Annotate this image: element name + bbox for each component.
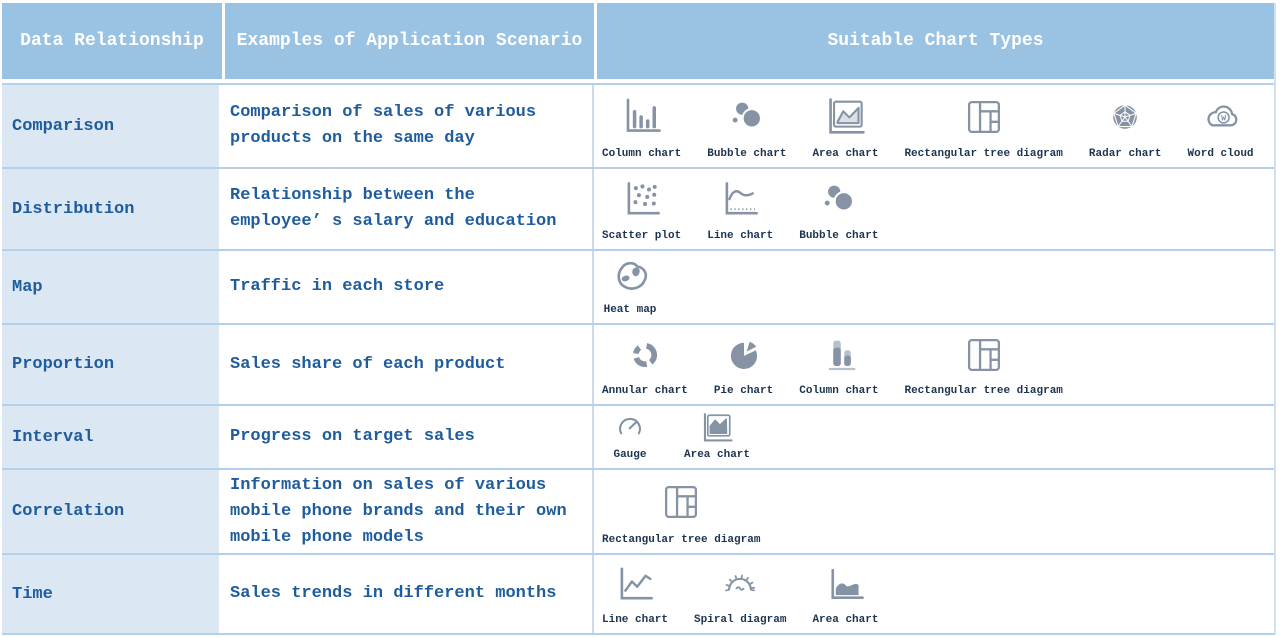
chart-type-label: Radar chart xyxy=(1088,148,1162,160)
table-header-row xyxy=(2,3,1274,79)
table-row-map xyxy=(2,249,1274,323)
relationship-cell: Map xyxy=(2,251,222,323)
chart-type-label: Pie chart xyxy=(713,385,774,397)
table-row-comparison xyxy=(2,83,1274,167)
scenario-cell: Progress on target sales xyxy=(222,406,594,468)
gauge-icon xyxy=(602,411,658,445)
relationship-cell: Interval xyxy=(2,406,222,468)
table-body xyxy=(2,83,1274,635)
relationship-cell: Proportion xyxy=(2,325,222,404)
chart-type-item xyxy=(799,169,878,249)
chart-type-item xyxy=(602,406,658,468)
chart-type-item xyxy=(602,555,668,633)
scenario-cell: Sales trends in different months xyxy=(222,555,594,633)
scenario-cell: Relationship between the employee’ s salary and education xyxy=(222,169,594,249)
table-row-interval xyxy=(2,404,1274,468)
chart-type-item xyxy=(1089,85,1162,167)
chart-type-item xyxy=(812,555,878,633)
heat-map-icon xyxy=(602,257,658,299)
scenario-cell: Traffic in each store xyxy=(222,251,594,323)
rectangular-tree-diagram-icon xyxy=(956,334,1012,376)
bubble-chart-icon xyxy=(811,179,867,221)
header-data-relationship: Data Relationship xyxy=(2,3,222,79)
area-chart-icon xyxy=(689,411,745,445)
pie-chart-icon xyxy=(716,334,772,376)
table xyxy=(2,3,1276,635)
chart-types-cell xyxy=(594,85,1274,167)
table-row-correlation xyxy=(2,468,1274,553)
table-row-distribution xyxy=(2,167,1274,249)
relationship-cell: Time xyxy=(2,555,222,633)
relationship-cell: Distribution xyxy=(2,169,222,249)
chart-type-label: Line chart xyxy=(707,230,774,242)
bubble-chart-icon xyxy=(719,96,775,138)
header-suitable-chart-types: Suitable Chart Types xyxy=(597,3,1274,79)
chart-type-item xyxy=(602,85,681,167)
chart-type-label: Column chart xyxy=(799,385,879,397)
chart-type-item xyxy=(812,85,878,167)
chart-type-label: Column chart xyxy=(602,148,682,160)
chart-type-label: Rectangular tree diagram xyxy=(904,385,1063,397)
scatter-plot-icon xyxy=(614,179,670,221)
annular-chart-icon xyxy=(617,334,673,376)
scenario-cell: Comparison of sales of various products on the same day xyxy=(222,85,594,167)
chart-type-item xyxy=(1188,85,1254,167)
chart-type-label: Word cloud xyxy=(1187,148,1254,160)
chart-type-item xyxy=(904,325,1062,404)
chart-type-item xyxy=(684,406,750,468)
chart-type-item xyxy=(904,85,1062,167)
chart-types-cell xyxy=(594,470,1274,553)
chart-type-item xyxy=(602,470,760,553)
header-application-scenario: Examples of Application Scenario xyxy=(225,3,594,79)
chart-type-item xyxy=(602,251,658,323)
chart-type-label: Area chart xyxy=(812,614,879,626)
chart-type-item xyxy=(707,85,786,167)
chart-types-cell xyxy=(594,251,1274,323)
chart-type-item xyxy=(714,325,773,404)
chart-type-label: Bubble chart xyxy=(707,148,787,160)
chart-type-item xyxy=(602,325,688,404)
chart-type-label: Rectangular tree diagram xyxy=(602,534,761,546)
chart-type-label: Heat map xyxy=(603,304,657,316)
chart-type-label: Spiral diagram xyxy=(694,614,787,626)
chart-type-label: Annular chart xyxy=(602,385,688,397)
chart-type-label: Rectangular tree diagram xyxy=(904,148,1063,160)
chart-types-cell xyxy=(594,555,1274,633)
chart-types-cell xyxy=(594,169,1274,249)
chart-type-label: Area chart xyxy=(684,449,751,461)
line-chart-icon xyxy=(607,564,663,606)
chart-type-label: Scatter plot xyxy=(602,230,682,242)
spiral-diagram-icon xyxy=(712,564,768,606)
relationship-cell: Correlation xyxy=(2,470,222,553)
chart-type-label: Gauge xyxy=(613,449,647,461)
line-chart-icon xyxy=(712,179,768,221)
relationship-cell: Comparison xyxy=(2,85,222,167)
column-chart-icon xyxy=(811,334,867,376)
scenario-cell: Information on sales of various mobile phone brands and their own mobile phone models xyxy=(222,470,594,553)
word-cloud-icon xyxy=(1193,96,1249,138)
chart-type-label: Area chart xyxy=(812,148,879,160)
rectangular-tree-diagram-icon xyxy=(956,96,1012,138)
chart-type-label: Bubble chart xyxy=(799,230,879,242)
chart-types-cell xyxy=(594,325,1274,404)
area-chart-icon xyxy=(817,564,873,606)
chart-type-item xyxy=(707,169,773,249)
chart-type-label: Line chart xyxy=(602,614,669,626)
table-row-time xyxy=(2,553,1274,633)
chart-type-item xyxy=(799,325,878,404)
scenario-cell: Sales share of each product xyxy=(222,325,594,404)
chart-type-item xyxy=(694,555,786,633)
chart-type-item xyxy=(602,169,681,249)
table-row-proportion xyxy=(2,323,1274,404)
radar-chart-icon xyxy=(1097,96,1153,138)
rectangular-tree-diagram-icon xyxy=(653,481,709,523)
column-chart-icon xyxy=(614,96,670,138)
area-chart-icon xyxy=(817,96,873,138)
chart-types-cell xyxy=(594,406,1274,468)
